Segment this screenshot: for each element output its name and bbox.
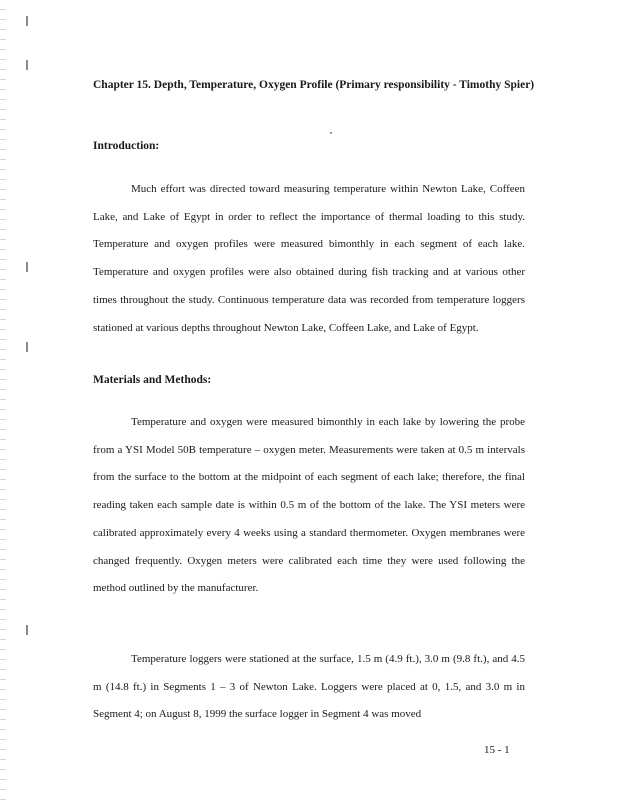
- scan-edge-artifact: [0, 0, 6, 800]
- scan-mark: [26, 342, 28, 352]
- scan-mark: [26, 625, 28, 635]
- scan-mark: [26, 262, 28, 272]
- section-heading-introduction: Introduction:: [93, 140, 160, 152]
- page-number: 15 - 1: [484, 744, 510, 756]
- methods-paragraph-1: Temperature and oxygen were measured bimonthly in each lake by lowering the probe from a YSI Model 50B temperature – oxygen meter. Measurements were taken at 0.5 m intervals from the surface to the bottom at the midpoint of each segment of each lake; therefore, the final reading taken each sample date is within 0.5 m of the bottom of the lake. The YSI meters were calibrated approximately every 4 weeks using a standard thermometer. Oxygen membranes were changed frequently. Oxygen meters were calibrated each time they were used following the method outlined by the manufacturer.: [93, 416, 525, 595]
- methods-paragraph-2: Temperature loggers were stationed at the surface, 1.5 m (4.9 ft.), 3.0 m (9.8 ft.), and 4.5 m (14.8 ft.) in Segments 1 – 3 of Newton Lake. Loggers were placed at 0, 1.5, and 3.0 m in Segment 4; on August 8, 1999 the surface logger in Segment 4 was moved: [93, 653, 525, 721]
- introduction-paragraph: Much effort was directed toward measuring temperature within Newton Lake, Coffeen Lake, and Lake of Egypt in order to reflect the importance of thermal loading to this study. Temperature and oxygen profiles were measured bimonthly in each segment of each lake. Temperature and oxygen profiles were also obtained during fish tracking and at various other times throughout the study. Continuous temperature data was recorded from temperature loggers stationed at various depths throughout Newton Lake, Coffeen Lake, and Lake of Egypt.: [93, 183, 525, 334]
- scan-mark: [26, 16, 28, 26]
- scan-speck: [330, 132, 332, 134]
- scan-mark: [26, 60, 28, 70]
- section-heading-materials-methods: Materials and Methods:: [93, 374, 212, 386]
- chapter-title: Chapter 15. Depth, Temperature, Oxygen Profile (Primary responsibility - Timothy Spier): [93, 79, 535, 91]
